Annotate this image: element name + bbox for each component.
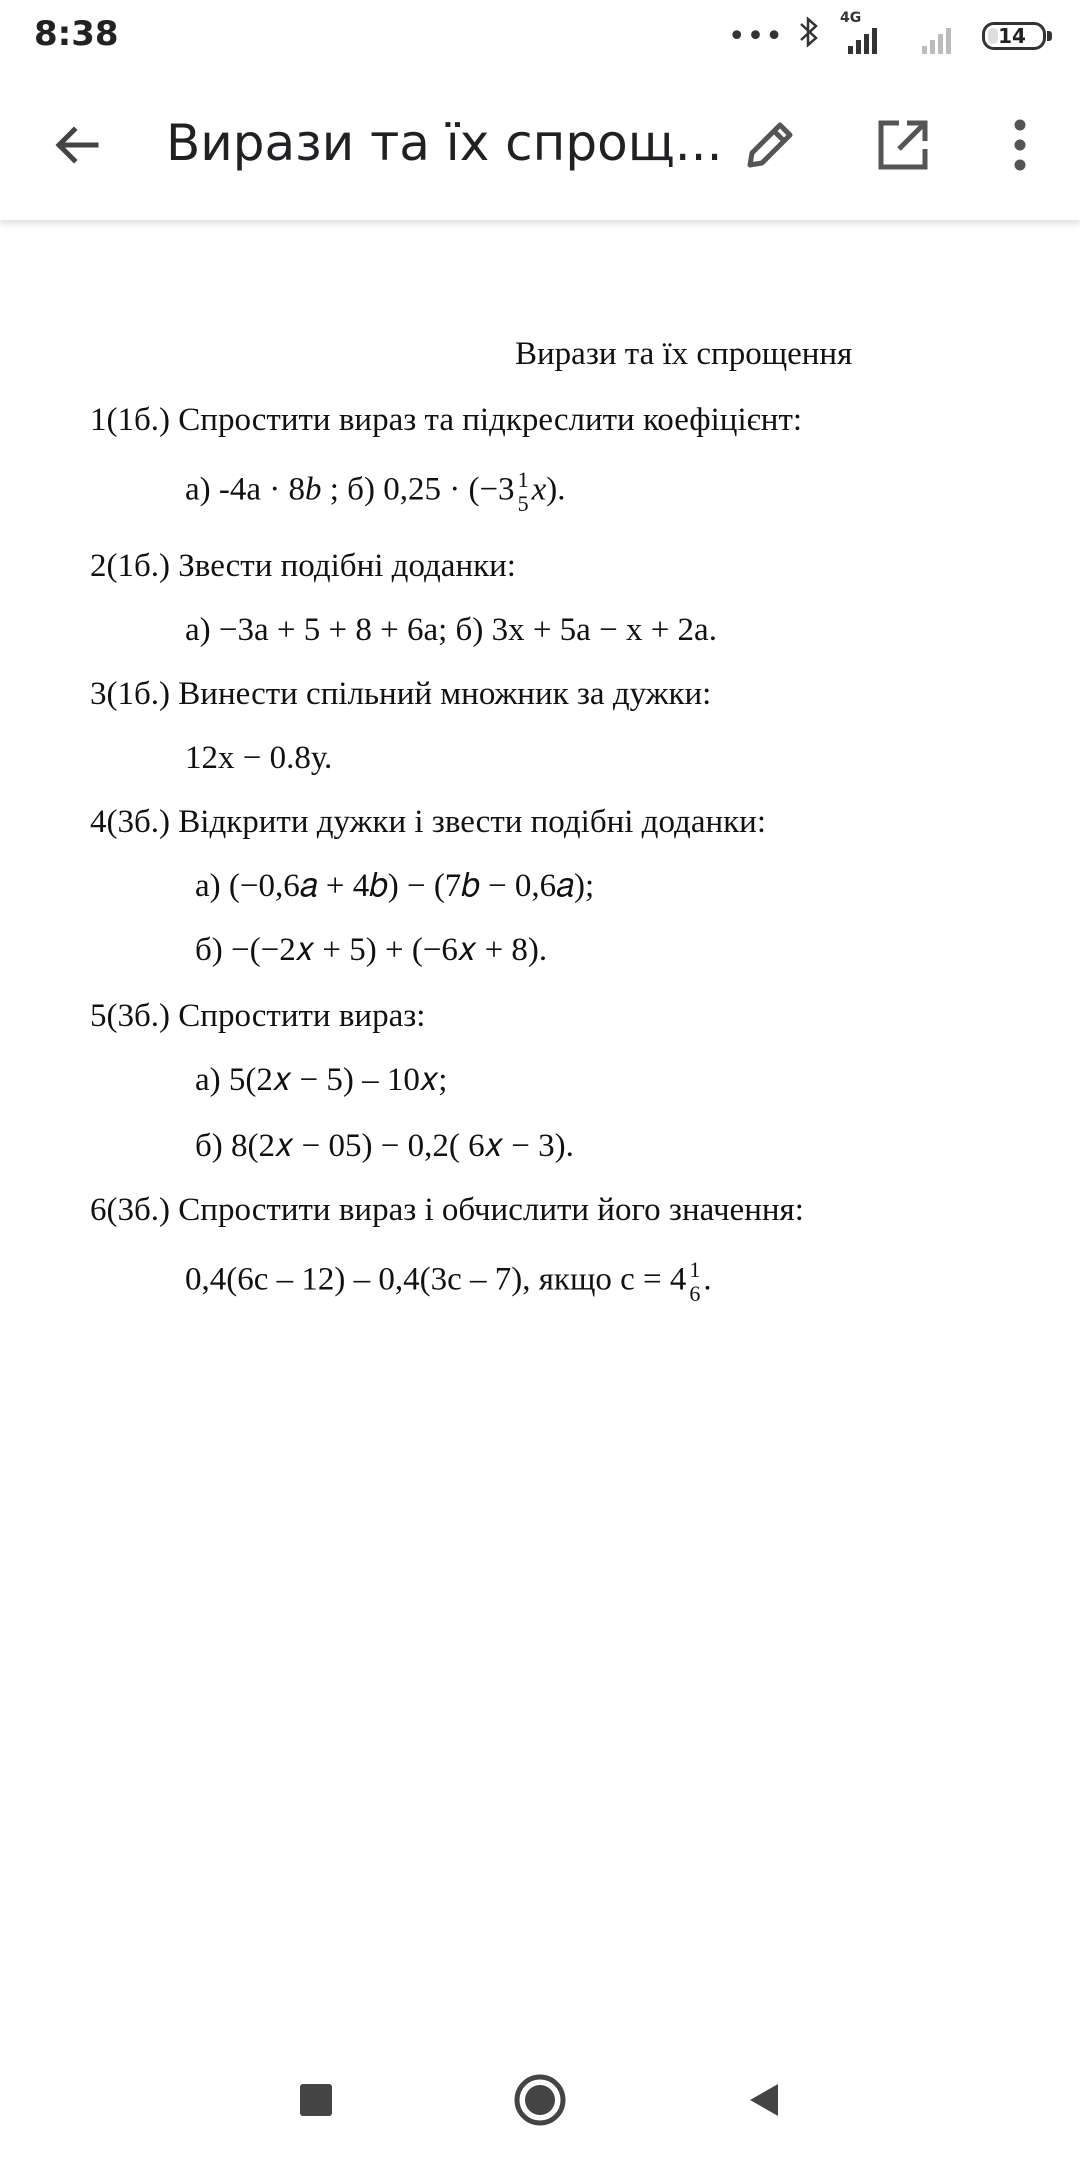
task-6-heading: 6(3б.) Спростити вираз і обчислити його значення: [90,1192,804,1228]
fraction-numerator: 1 [517,467,529,492]
task-4-heading: 4(3б.) Відкрити дужки і звести подібні доданки: [90,804,766,840]
expr-text: а) -4а · 8 [185,471,306,508]
task-5-heading: 5(3б.) Спростити вираз: [90,998,426,1034]
expr-var: x [531,471,547,508]
status-bar [0,0,1080,70]
open-in-new-button[interactable] [868,110,938,180]
task-6-expression [185,1258,712,1306]
fraction [518,468,529,516]
more-options-button[interactable] [985,110,1055,180]
expr-text: ; б) 0,25 · (−3 [321,471,515,508]
triangle-back-icon [744,2080,784,2120]
task-5-expression-b: б) 8(2𝑥 − 05) − 0,2( 6𝑥 − 3). [195,1128,574,1164]
document-title: Вирази та їх спрощ... [166,114,723,172]
recent-apps-button[interactable] [276,2060,356,2140]
task-1-expression [185,468,565,516]
expr-text: . [703,1261,712,1298]
app-bar [0,70,1080,220]
pencil-icon [742,117,798,173]
status-icons [727,10,1046,56]
status-time: 8:38 [34,14,119,54]
system-nav-bar [0,2030,1080,2160]
task-3-heading: 3(1б.) Винести спільний множник за дужки: [90,676,712,712]
battery-level: 14 [998,24,1026,48]
expr-var: b [305,471,322,508]
signal-secondary-icon [908,16,968,56]
arrow-left-icon [52,120,102,170]
task-2-heading: 2(1б.) Звести подібні доданки: [90,548,516,584]
fraction-numerator: 1 [689,1257,701,1282]
signal-label: 4G [840,10,862,26]
task-2-expression: а) −3а + 5 + 8 + 6а; б) 3х + 5а − х + 2а. [185,612,717,648]
open-in-new-icon [875,117,931,173]
expr-text: ). [546,471,566,508]
more-vert-icon [1010,117,1030,173]
battery-icon [982,22,1046,50]
fraction [689,1258,700,1306]
home-button[interactable] [500,2060,580,2140]
task-4-expression-a: а) (−0,6𝑎 + 4𝑏) − (7𝑏 − 0,6𝑎); [195,868,595,904]
bluetooth-icon [798,15,820,57]
signal-4g-icon [834,10,894,56]
more-notifications-icon: ••• [727,18,784,54]
task-5-expression-a: а) 5(2𝑥 − 5) – 10𝑥; [195,1062,448,1098]
expr-text: 0,4(6с – 12) – 0,4(3с – 7), якщо с = 4 [185,1261,687,1298]
task-1-heading: 1(1б.) Спростити вираз та підкреслити коефіцієнт: [90,402,803,438]
back-button[interactable] [42,110,112,180]
square-icon [296,2080,336,2120]
system-back-button[interactable] [724,2060,804,2140]
fraction-denominator: 5 [517,491,529,516]
circle-icon [512,2072,568,2128]
task-3-expression: 12х − 0.8у. [185,740,333,776]
doc-heading: Вирази та їх спрощення [515,336,853,372]
task-4-expression-b: б) −(−2𝑥 + 5) + (−6𝑥 + 8). [195,932,548,968]
fraction-denominator: 6 [689,1281,701,1306]
edit-button[interactable] [735,110,805,180]
